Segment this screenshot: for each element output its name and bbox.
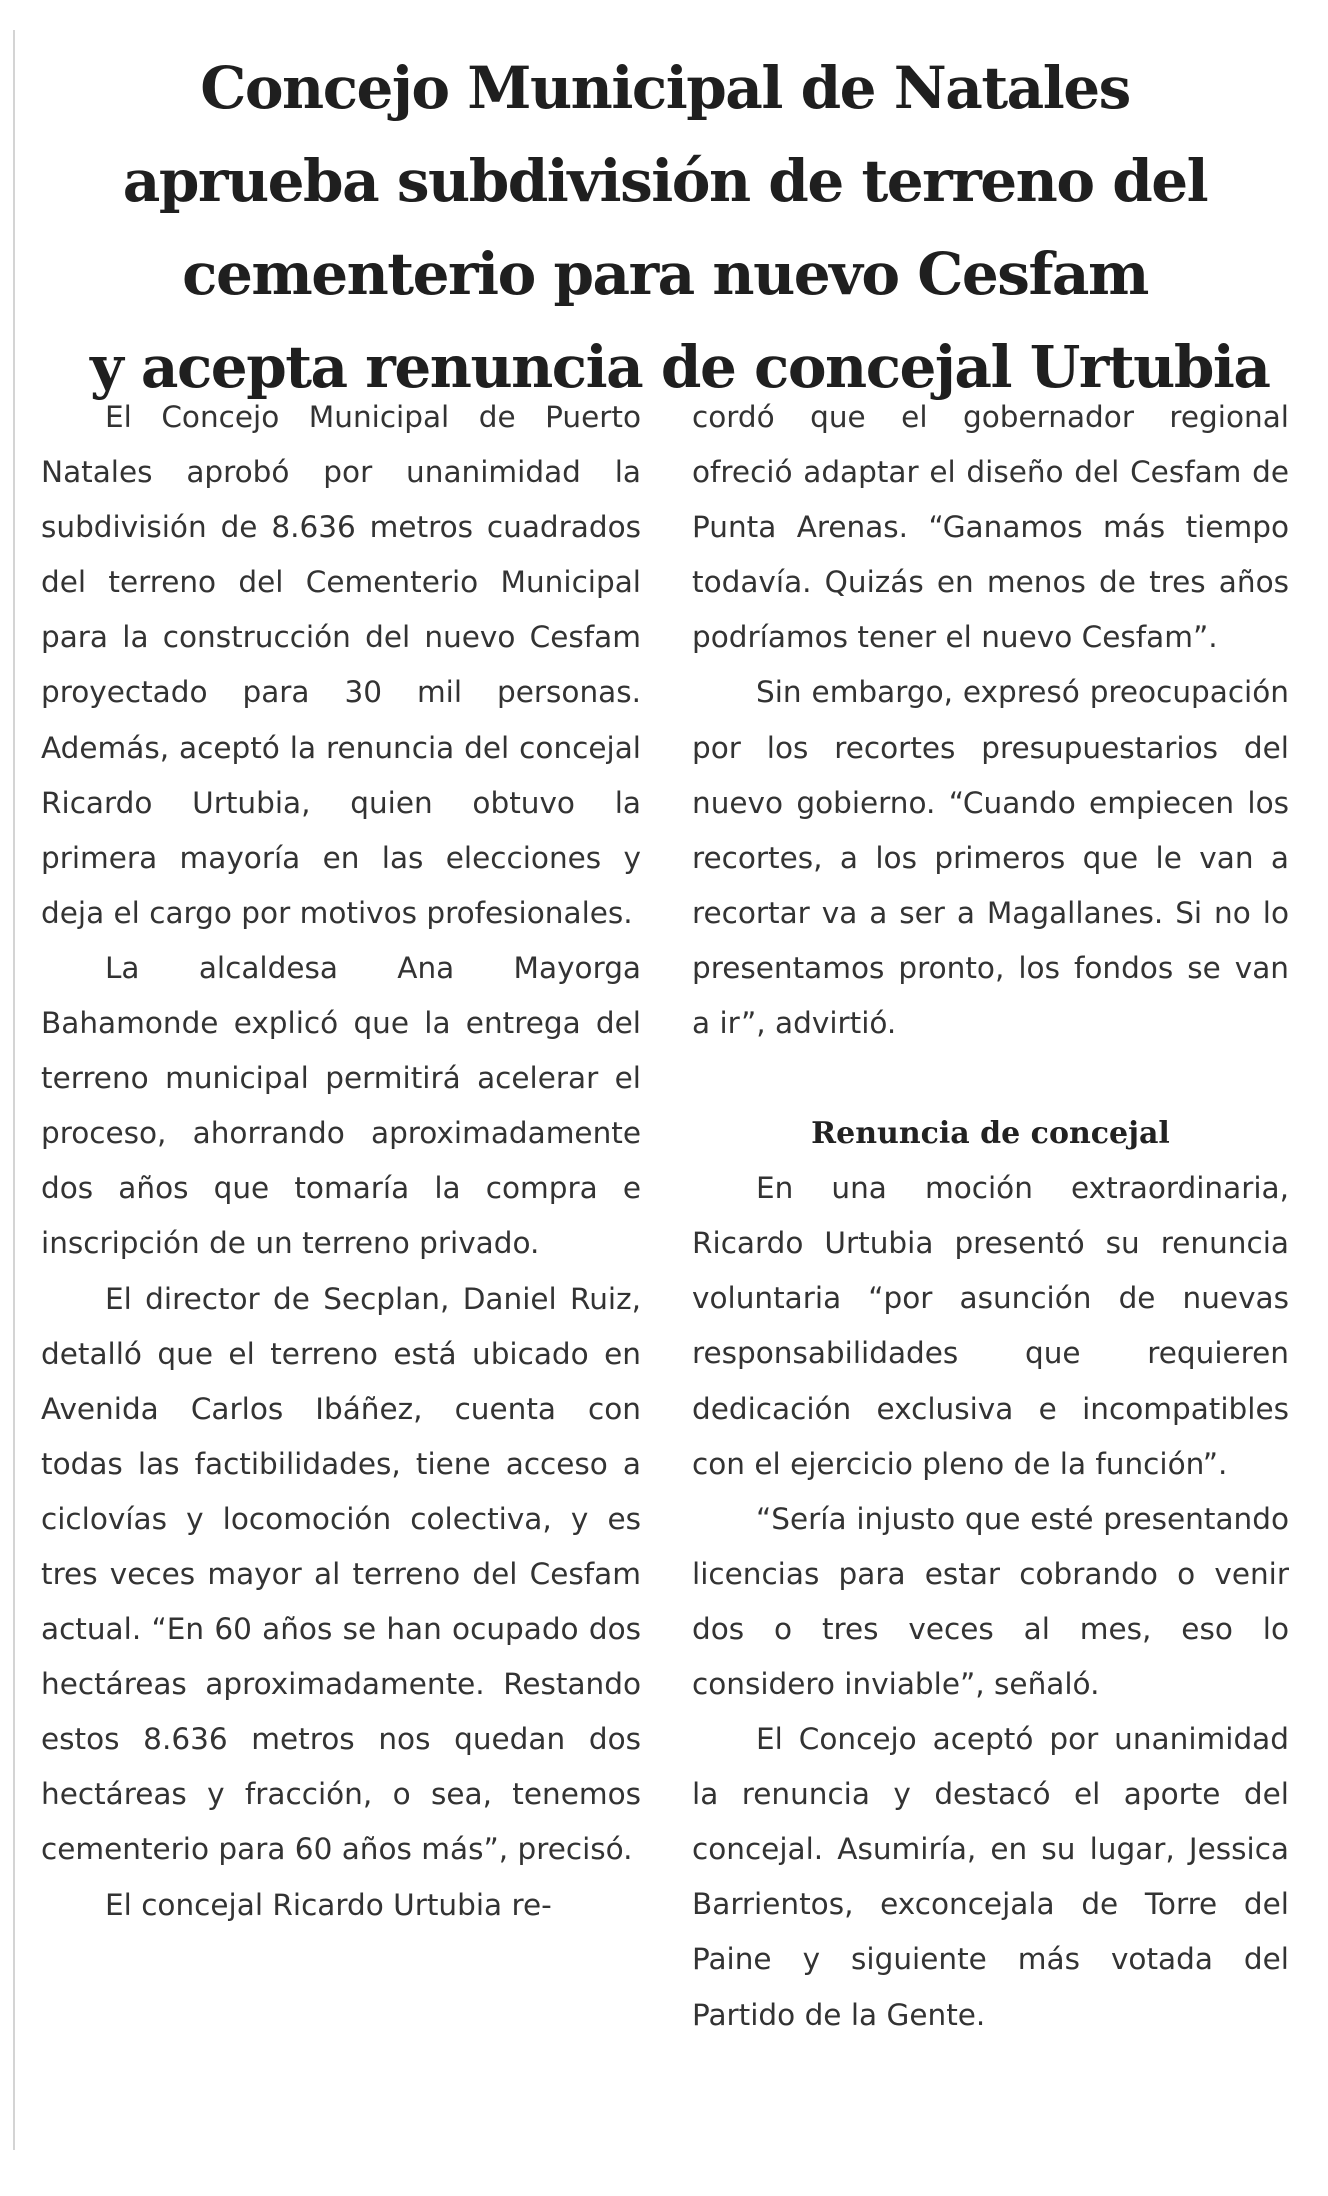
article-headline: [90, 42, 1270, 414]
page-edge-divider: [13, 30, 15, 2150]
headline-line-2: aprueba subdivisión de terreno del: [122, 147, 1208, 215]
headline-line-4: y acepta renuncia de concejal Urtubia: [90, 333, 1270, 401]
headline-line-1: Concejo Municipal de Natales: [200, 54, 1130, 122]
section-subheading: Renuncia de concejal: [811, 1116, 1170, 1152]
paragraph-urtubia-start: El concejal Ricardo Urtubia re-: [105, 1887, 552, 1922]
article-column-left: [41, 390, 641, 1933]
headline-line-3: cementerio para nuevo Cesfam: [182, 240, 1148, 308]
paragraph-secplan: El director de Secplan, Daniel Ruiz, detalló que el terreno está ubicado en Avenida Carlos Ibáñez, cuenta con todas las factibilidades, tiene acceso a ciclovías y locomoción colectiva, y es tres veces mayor al terreno del Cesfam actual. “En 60 años se han ocupado dos hectáreas aproximadamente. Restando estos 8.636 metros nos quedan dos hectáreas y fracción, o sea, tenemos cementerio para 60 años más”, precisó.: [41, 1281, 641, 1867]
paragraph-replacement: El Concejo aceptó por unanimidad la renuncia y destacó el aporte del concejal. Asumiría, en su lugar, Jessica Barrientos, exconcejala de Torre del Paine y siguiente más votada del Partido de la Gente.: [692, 1722, 1289, 2032]
paragraph-urtubia-continued: cordó que el gobernador regional ofreció adaptar el diseño del Cesfam de Punta Arenas. “Ganamos más tiempo todavía. Quizás en menos de tres años podríamos tener el nuevo Cesfam”.: [692, 400, 1289, 655]
paragraph-quote: “Sería injusto que esté presentando licencias para estar cobrando o venir dos o tres veces al mes, eso lo considero inviable”, señaló.: [692, 1501, 1289, 1701]
paragraph-budget-concern: Sin embargo, expresó preocupación por los recortes presupuestarios del nuevo gobierno. “Cuando empiecen los recortes, a los primeros que le van a recortar va a ser a Magallanes. Si no lo presentamos pronto, los fondos se van a ir”, advirtió.: [692, 675, 1289, 1041]
paragraph-resignation: En una moción extraordinaria, Ricardo Urtubia presentó su renuncia voluntaria “por asunción de nuevas responsabilidades que requieren dedicación exclusiva e incompatibles con el ejercicio pleno de la función”.: [692, 1171, 1289, 1481]
article-column-right: [692, 390, 1289, 2043]
paragraph-intro: El Concejo Municipal de Puerto Natales aprobó por unanimidad la subdivisión de 8.636 metros cuadrados del terreno del Cementerio Municipal para la construcción del nuevo Cesfam proyectado para 30 mil personas. Además, aceptó la renuncia del concejal Ricardo Urtubia, quien obtuvo la primera mayoría en las elecciones y deja el cargo por motivos profesionales.: [41, 400, 641, 930]
paragraph-mayor: La alcaldesa Ana Mayorga Bahamonde explicó que la entrega del terreno municipal permitirá acelerar el proceso, ahorrando aproximadamente dos años que tomaría la compra e inscripción de un terreno privado.: [41, 950, 641, 1261]
